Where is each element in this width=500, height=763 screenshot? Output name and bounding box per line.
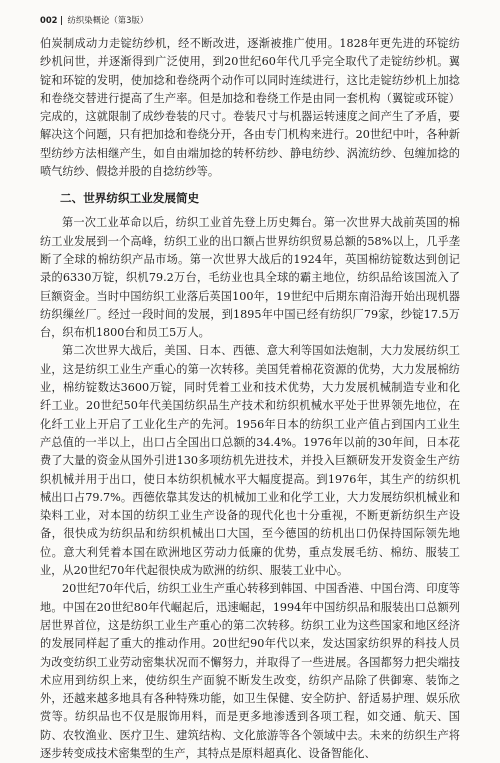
page-body bbox=[40, 35, 460, 763]
section-heading: 二、世界纺织工业发展简史 bbox=[60, 191, 200, 206]
header-divider bbox=[61, 16, 62, 25]
book-title: 纺织染概论（第3版） bbox=[67, 15, 149, 25]
body-paragraph-1: 伯炭制成动力走锭纺纱机，经不断改进，逐渐被推广使用。1828年更先进的环锭纺纱机问世，并逐渐得到广泛使用，到20世纪60年代几乎完全取代了走锭纺纱机。翼锭和环锭的发明，使加捻和卷绕两个动作可以同时连续进行，这比走锭纺纱机上加捻和卷绕交替进行提高了生产率。但是加捻和卷绕工作是由同一套机构（翼锭或环锭）完成的，这就限制了成纱卷装的尺寸。卷装尺寸与机器运转速度之间产生了矛盾，要解决这个问题，只有把加捻和卷绕分开，各由专门机构来进行。20世纪中叶，各种新型纺纱方法相继产生，如自由端加捻的转杯纺纱、静电纺纱、涡流纺纱、包缠加捻的喷气纺纱、假捻并股的自捻纺纱等。 bbox=[40, 37, 460, 179]
page-number: 002 bbox=[40, 15, 58, 25]
body-paragraph-4: 20世纪70年代后，纺织工业生产重心转移到韩国、中国香港、中国台湾、印度等地。中国在20世纪80年代崛起后，迅速崛起，1994年中国纺织品和服装出口总额列居世界首位，这是纺织工业生产重心的第二次转移。纺织工业为这些国家和地区经济的发展同样起了重大的推动作用。20世纪90年代以来，发达国家纺织界的科技人员为改变纺织工业劳动密集状况而不懈努力，并取得了一些进展。各国都努力把尖端技术应用到纺织上来，使纺织生产面貌不断发生改变，纺织产品除了供御寒、装饰之外，还越来越多地具有各种特殊功能，如卫生保健、安全防护、舒适易护理、娱乐欣赏等。纺织品也不仅是服饰用料，而是更多地渗透到各项工程，如交通、航天、国防、农牧渔业、医疗卫生、建筑结构、文化旅游等各个领域中去。未来的纺织生产将逐步转变成技术密集型的生产，其特点是原料超真化、设备智能化、 bbox=[40, 582, 460, 760]
body-paragraph-2: 第一次工业革命以后，纺织工业首先登上历史舞台。第一次世界大战前英国的棉纺工业发展到一个高峰，纺织工业的出口额占世界纺织贸易总额的58%以上，几乎垄断了全球的棉纺织产品市场。第一次世界大战后的1924年，英国棉纺锭数达到创记录的6330万锭，织机79.2万台，毛纺业也具全球的霸主地位，纺织品给该国流入了巨额资金。当时中国纺织工业落后英国100年，19世纪中后期东南沿海开始出现机器纺织缫丝厂。经过一段时间的发展，到1895年中国已经有纺织厂79家，纱锭17.5万台，织布机1800台和员工5万人。 bbox=[40, 216, 460, 340]
page-header bbox=[40, 12, 460, 28]
body-paragraph-3: 第二次世界大战后，美国、日本、西德、意大利等国如法炮制，大力发展纺织工业，这是纺织工业生产重心的第一次转移。美国凭着棉花资源的优势，大力发展棉纺业，棉纺锭数达3600万锭，同时凭着工业和技术优势，大力发展机械制造专业和化纤工业。20世纪50年代美国纺织品生产技术和纺织机械水平处于世界领先地位，在化纤工业上开启了工业化生产的先河。1956年日本的纺织工业产值占到国内工业生产总值的一半以上，出口占全国出口总额的34.4%。1976年以前的30年间，日本花费了大量的资金从国外引进130多项纺机先进技术，并投入巨额研发开发资金生产纺织机械并用于出口，使日本纺织机械水平大幅度提高。到1976年，其生产的纺织机械出口占79.7%。西德依靠其发达的机械加工业和化学工业，大力发展纺织机械业和染料工业，对本国的纺织工业生产设备的现代化也十分重视，不断更新纺织生产设备，很快成为纺织品和纺织机械出口大国，至今德国的纺机出口仍保持国际领先地位。意大利凭着本国在欧洲地区劳动力低廉的优势，重点发展毛纺、棉纺、服装工业，从20世纪70年代起很快成为欧洲的纺织、服装工业中心。 bbox=[40, 344, 460, 578]
